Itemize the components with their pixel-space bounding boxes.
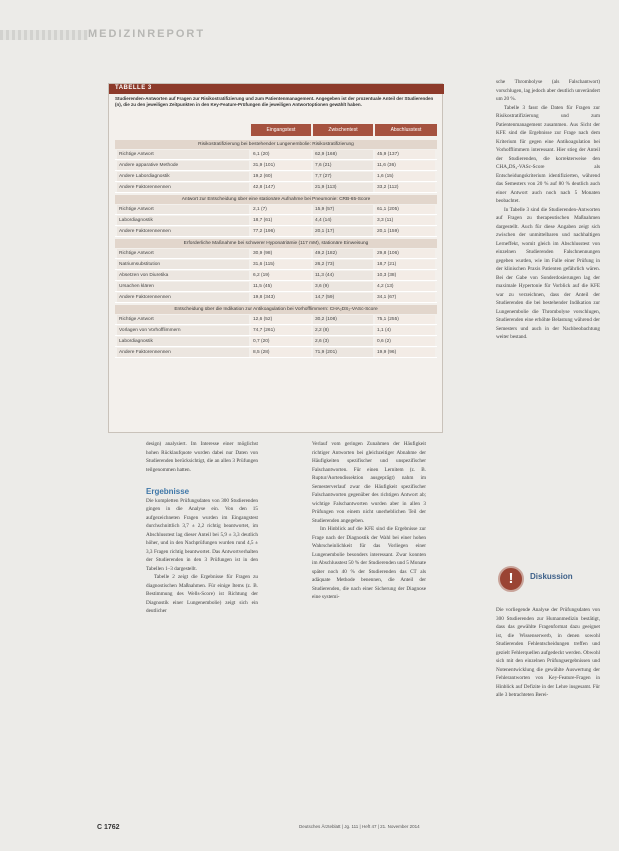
table-cell: Richtige Antwort (117, 205, 249, 214)
table-cell: 74,7 (261) (251, 326, 311, 335)
paragraph: Verlauf vom geringen Zunahmen der Häufigkeit richtiger Antworten bei gleichzeitiger Abnahme der Häufigkeiten spezifischer und unspezifischer Falschantworten. Für einen Lernitem (z. B. Ruptur/Aortendissektion ausgeprägt) nahm im Semesterverlauf zwar die Häufigkeit spezifischer Falschantworten gegenüber des richtigen Antwort ab; wichtige Falschantworten wurden aber in allen 3 Prüfungen von einem nicht unerheblichen Teil der Studierenden angegeben. (312, 441, 426, 524)
table-cell: 7,7 (27) (313, 172, 373, 181)
table-section-title: Entscheidung über die Indikation zur Antikoagulation bei Vorhofflimmern: CHA₂DS₂-VASc-Score (115, 305, 437, 314)
table-cell: 2,2 (8) (313, 326, 373, 335)
table-section-title: Risikostratifizierung bei bestehender Lungenembolie: Risikostratifizierung (115, 140, 437, 149)
table-row (115, 260, 437, 270)
table-cell: 26,2 (73) (313, 260, 373, 269)
table-cell: 19,8 (343) (251, 293, 311, 302)
table-cell: 30,9 (98) (251, 249, 311, 258)
body-column-1 (146, 440, 258, 616)
table-cell: 0,6 (2) (375, 337, 435, 346)
table-cell: 71,9 (201) (313, 348, 373, 357)
paragraph: Im Hinblick auf die KFE sind die Ergebnisse zur Frage nach der Diagnostik der Wahl bei einer hohen Wahrscheinlichkeit für das Vorliegen einer Lungenembolie besonders interessant. Zwar konnten im Abschlusstest 50 % der Studierenden und 5 Monate später noch 40 % der Studierenden das CT als adäquate Methode benennen, die Anteil der Studierenden, die nach einer Sicherung der Diagnose eine systemi- (312, 526, 426, 600)
column-header: Zwischentest (313, 124, 373, 136)
paragraph: Die vorliegende Analyse der Prüfungsdaten von 300 Studierenden zur Humanmedizin bestätigt, dass das gewählte Fragenformat dazu geeignet ist, die Wissenserwerb, in denen sowohl Studierenden Fehlentscheidungen treffen und gezielt Fehlerquellen aufgedeckt werden. Obwohl sich mit den einzelnen Prüfungsergebnissen und Notenentwicklung die gewählte Auswertung der Fehlerantworten von Key-Feature-Fragen in Hinblick auf Defizite in der Lehre insgesamt. Für alle 3 betrachteten Berei- (496, 607, 600, 698)
table-cell: Labordiagnostik (117, 216, 249, 225)
column-header: Eingangstest (251, 124, 311, 136)
table-cell: Andere Labordiagnostik (117, 172, 249, 181)
page-number: C 1762 (97, 824, 120, 831)
section-label: MEDIZINREPORT (88, 28, 206, 40)
table-cell: 12,6 (52) (251, 315, 311, 324)
table-row (115, 293, 437, 303)
table-cell: Richtige Antwort (117, 249, 249, 258)
table-row (115, 172, 437, 182)
table-3 (108, 83, 443, 433)
paragraph: Tabelle 3 fasst die Daten für Fragen zur Risikostratifizierung und zum Patientenmanagement zusammen. Aus Sicht der KFE sind die Ergebnisse zur Frage nach dem Kriterium für gegen eine Antikoagulation bei Vorhofflimmern interessant. Hier stieg der Anteil der Studierenden, die korrekterweise den CHA₂DS₂-VASc-Score als Entscheidungskriterium identifizierten, während das Semesters von 20 % auf 80 % deutlich auch einer Antwort auch noch nach 5 Monaten beobachtet. (496, 104, 600, 204)
exclamation-icon: ! (508, 570, 514, 587)
section-header (88, 28, 619, 42)
table-cell: 8,5 (28) (251, 348, 311, 357)
table-cell: 20,1 (17) (313, 227, 373, 236)
table-row (115, 282, 437, 292)
paragraph: Die kompletten Prüfungsdaten von 300 Studierenden gingen in die Analyse ein. Von den 15 aufgezeichneten Fragen wurden im Eingangstest durchschnittlich 3,7 ± 2,2 richtig beantwortet, im Abschlusstest lag dieser Anteil bei 5,9 ± 3,3 deutlich höher, und in den Nachprüfungen wurden rund 4,5 ± 3,3 Fragen richtig beantwortet. Das Antwortverhalten der Studierenden in den 3 Prüfungen ist in den Tabellen 1–3 dargestellt. (146, 497, 258, 572)
paragraph: Tabelle 2 zeigt die Ergebnisse für Fragen zu diagnostischen Maßnahmen. Für einige Items (z. B. Bestimmung des Wells-Score) ist Richtung der Diagnostik einer Lungenembolie) zeigt sich ein deutlicher (146, 574, 258, 614)
table-cell: Absetzen von Diuretika (117, 271, 249, 280)
table-tag: TABELLE 3 (115, 85, 152, 91)
body-column-2 (312, 440, 426, 602)
table-row (115, 150, 437, 160)
table-tag-bar (109, 84, 444, 94)
table-cell: 34,1 (67) (375, 293, 435, 302)
table-cell: 29,8 (106) (375, 249, 435, 258)
table-row (115, 271, 437, 281)
diskussion-icon (498, 566, 524, 592)
table-cell: 1,1 (4) (375, 326, 435, 335)
journal-citation: Deutsches Ärzteblatt | Jg. 111 | Heft 47 | 21. November 2014 (299, 824, 420, 829)
table-cell: 20,1 (159) (375, 227, 435, 236)
ergebnisse-heading: Ergebnisse (146, 487, 190, 496)
table-cell: 15,9 (57) (313, 205, 373, 214)
table-cell: Andere Faktorennennen (117, 227, 249, 236)
table-cell: 3,6 (9) (313, 282, 373, 291)
paragraph: design) analysiert. Im Interesse einer möglichst hohen Rücklaufquote wurden dabei nur Daten von Studierenden berücksichtigt, die an allen 3 Prüfungen teilgenommen hatten. (146, 441, 258, 473)
body-column-3 (496, 78, 600, 342)
table-row (115, 337, 437, 347)
table-cell: 10,3 (38) (375, 271, 435, 280)
table-cell: 61,1 (205) (375, 205, 435, 214)
table-cell: 18,7 (21) (375, 260, 435, 269)
paragraph: In Tabelle 3 sind die Studierenden-Antworten auf Fragen zu therapeutischen Maßnahmen dargestellt. Auch für diese Angaben zeigt sich zwischen der unmittelbaren und nachhaltigen Lerneffekt, womit gleich im Abschlusstest von einzelnen Studierenden Falschnennungen gegeben wurden, wie im Falle einer Prüfung in der klinischen Praxis Patienten gefährlich wären. Bei der Gabe von Sonderdosierungen lag der maximale Hypertonie für Vorblick auf die KFE war zu verzeichnen, dass der Anteil der Studierenden die bei bestehender Indikation zur Lungenembolie die Thrombolyse vorschlugen, Studierenden eine erhöhte Belastung während der Semesters und auch in der Nachbeobachtung weiter bestand. (496, 206, 600, 340)
table-cell: Vorlagen von Vorhofflimmern (117, 326, 249, 335)
body-column-3-lower (496, 606, 600, 700)
table-cell: 2,6 (3) (313, 337, 373, 346)
table-cell: Natriumsubstitution (117, 260, 249, 269)
table-row (115, 205, 437, 215)
table-row (115, 315, 437, 325)
table-section-title: Antwort zur Entscheidung über eine stationäre Aufnahme bei Pneumonie: CRB-65-Score (115, 195, 437, 204)
table-cell: Andere apparative Methode (117, 161, 249, 170)
table-cell: 4,4 (14) (313, 216, 373, 225)
table-cell: 75,1 (255) (375, 315, 435, 324)
table-cell: 3,3 (11) (375, 216, 435, 225)
table-cell: Andere Faktorennennen (117, 293, 249, 302)
table-cell: 21,9 (113) (313, 183, 373, 192)
table-cell: 6,2 (19) (251, 271, 311, 280)
table-cell: 1,6 (15) (375, 172, 435, 181)
table-cell: 7,6 (21) (313, 161, 373, 170)
table-cell: Ursachen klären (117, 282, 249, 291)
table-cell: 19,9 (96) (375, 348, 435, 357)
table-cell: 4,2 (13) (375, 282, 435, 291)
table-row (115, 249, 437, 259)
table-row (115, 348, 437, 358)
table-cell: 11,3 (44) (313, 271, 373, 280)
table-cell: 11,5 (45) (251, 282, 311, 291)
table-cell: 11,6 (36) (375, 161, 435, 170)
table-cell: 18,7 (61) (251, 216, 311, 225)
table-cell: 62,9 (168) (313, 150, 373, 159)
table-cell: 0,7 (20) (251, 337, 311, 346)
table-cell: Andere Faktorennennen (117, 348, 249, 357)
table-row (115, 326, 437, 336)
table-cell: Andere Faktorennennen (117, 183, 249, 192)
column-header: Abschlusstest (375, 124, 437, 136)
table-cell: 19,2 (60) (251, 172, 311, 181)
table-caption: Studierenden-Antworten auf Fragen zur Risikostratifizierung und zum Patientenmanagement. Angegeben ist der prozentuale Anteil der Studierenden (n), die zu den jeweiligen Zeitpunkten in den Key-Feature-Prüfungen die jeweiligen Antwortoptionen gewählt haben. (115, 96, 434, 107)
table-row (115, 183, 437, 193)
table-cell: 14,7 (59) (313, 293, 373, 302)
table-cell: 31,9 (101) (251, 161, 311, 170)
table-cell: 33,2 (112) (375, 183, 435, 192)
table-cell: 42,8 (147) (251, 183, 311, 192)
paragraph: sche Thrombolyse (als Falschantwort) vorschlugen, lag jedoch aber deutlich unverändert um 20 %. (496, 79, 600, 102)
table-cell: Richtige Antwort (117, 150, 249, 159)
table-row (115, 161, 437, 171)
table-cell: 49,2 (182) (313, 249, 373, 258)
table-cell: 30,2 (108) (313, 315, 373, 324)
table-cell: 31,6 (115) (251, 260, 311, 269)
table-cell: Labordiagnostik (117, 337, 249, 346)
table-cell: Richtige Antwort (117, 315, 249, 324)
table-cell: 45,9 (137) (375, 150, 435, 159)
table-cell: 2,1 (7) (251, 205, 311, 214)
table-cell: 77,2 (196) (251, 227, 311, 236)
table-section-title: Erforderliche Maßnahme bei schwerer Hyponatriämie (117 mM), stationäre Einweisung (115, 239, 437, 248)
table-cell: 6,1 (20) (251, 150, 311, 159)
diskussion-heading: Diskussion (530, 572, 573, 581)
table-row (115, 227, 437, 237)
table-row (115, 216, 437, 226)
